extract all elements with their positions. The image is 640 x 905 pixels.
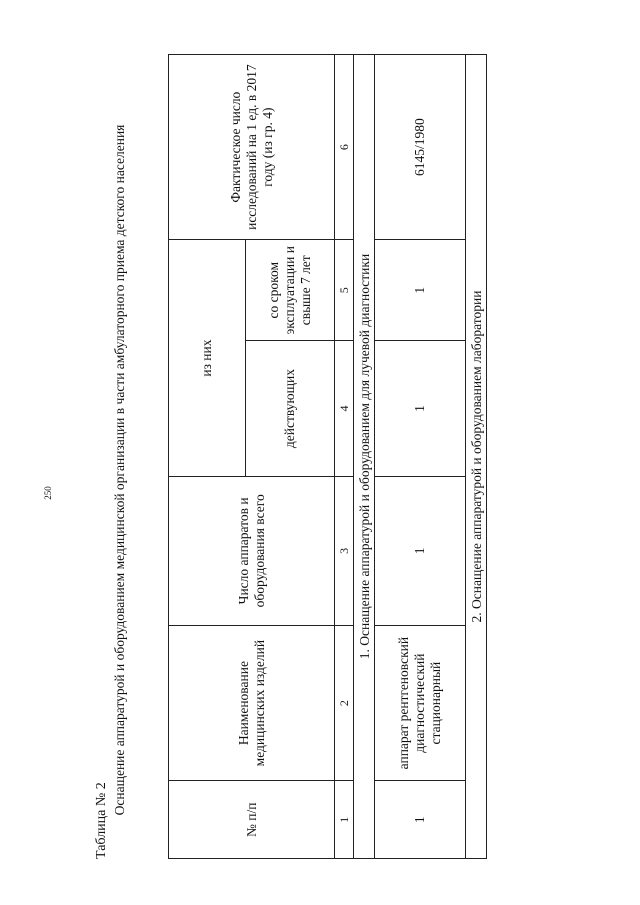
header-active: действующих [246,341,335,477]
section-title: 2. Оснащение аппаратурой и оборудованием лаборатории [466,55,487,859]
header-row [169,55,246,859]
column-number: 6 [335,55,354,240]
column-number-row [335,55,354,859]
table-label: Таблица № 2 [94,782,109,859]
section-row [466,55,487,859]
cell-over-7-years: 1 [375,240,466,341]
header-studies: Фактическое число исследований на 1 ед. в 2017 году (из гр. 4) [169,55,335,240]
column-number: 5 [335,240,354,341]
header-of-them: из них [169,240,246,477]
column-number: 2 [335,625,354,781]
section-row [354,55,375,859]
header-number: № п/п [169,781,335,859]
cell-number: 1 [375,781,466,859]
table-row [375,55,466,859]
section-title: 1. Оснащение аппаратурой и оборудованием для лучевой диагностики [354,55,375,859]
cell-active: 1 [375,341,466,477]
cell-device-name: аппарат рентгеновский диагностический стационарный [375,625,466,781]
header-device-name: Наименование медицинских изделий [169,625,335,781]
header-over-7-years: со сроком эксплуатации и свыше 7 лет [246,240,335,341]
equipment-table [168,54,487,859]
header-total-count: Число аппаратов и оборудования всего [169,476,335,625]
cell-total: 1 [375,476,466,625]
table-title: Оснащение аппаратурой и оборудованием медицинской организации в части амбулаторного приема детского населения [112,124,127,816]
column-number: 3 [335,476,354,625]
column-number: 1 [335,781,354,859]
page-number: 250 [42,486,53,500]
cell-studies: 6145/1980 [375,55,466,240]
column-number: 4 [335,341,354,477]
